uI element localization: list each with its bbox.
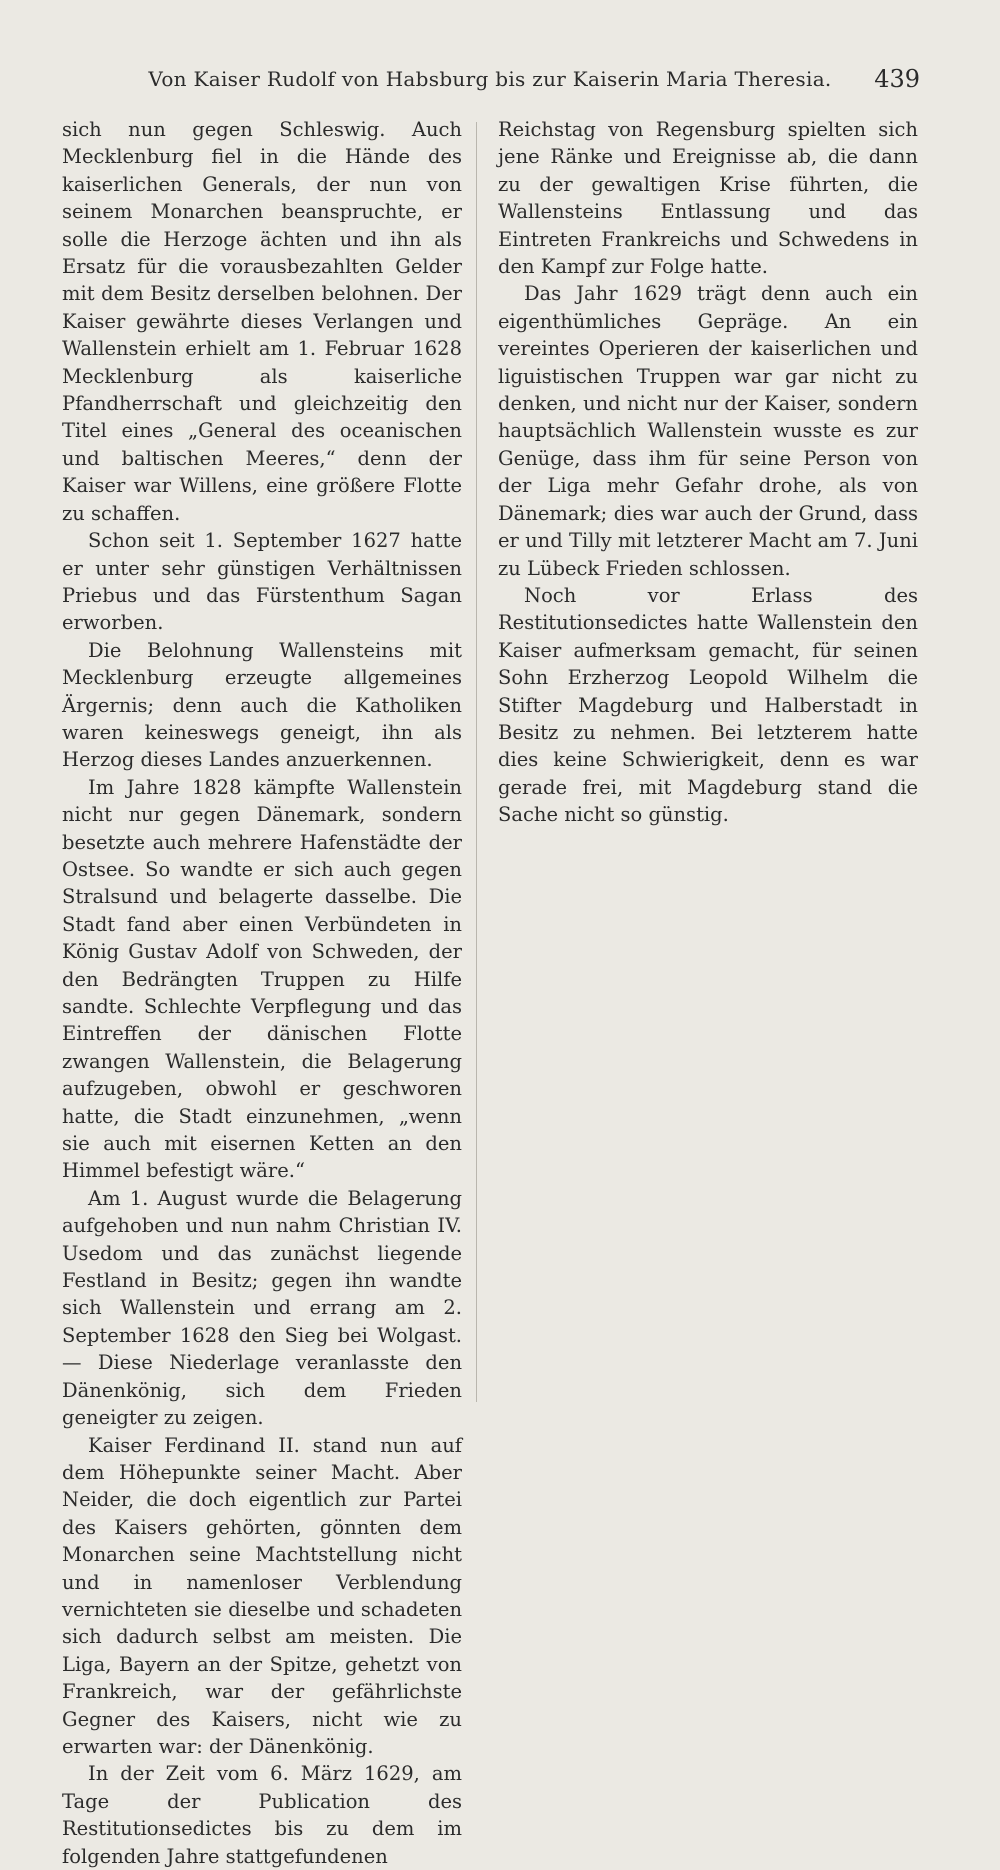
column-divider (476, 122, 477, 1402)
paragraph: Kaiser Ferdinand II. stand nun auf dem Höhepunkte seiner Macht. Aber Neider, die doch eigentlich zur Partei des Kaisers gehörten, gönnten dem Monarchen seine Machtstellung nicht und in namenloser Verblendung vernichteten sie dieselbe und schadeten sich dadurch selbst am meisten. Die Liga, Bayern an der Spitze, gehetzt von Frankreich, war der gefährlichste Gegner des Kaisers, nicht wie zu erwarten war: der Dänenkönig. (62, 1433, 462, 1758)
paragraph: Reichstag von Regensburg spielten sich jene Ränke und Ereignisse ab, die dann zu der gewaltigen Krise führten, die Wallensteins Entlassung und das Eintreten Frankreichs und Schwedens in den Kampf zur Folge hatte. (498, 118, 918, 279)
page-header (60, 62, 920, 96)
paragraph: Im Jahre 1828 kämpfte Wallenstein nicht nur gegen Dänemark, sondern besetzte auch mehrere Hafenstädte der Ostsee. So wandte er sich auch gegen Stralsund und belagerte dasselbe. Die Stadt fand aber einen Verbündeten in König Gustav Adolf von Schweden, der den Bedrängten Truppen zu Hilfe sandte. Schlechte Verpflegung und das Eintreffen der dänischen Flotte zwangen Wallenstein, die Belagerung aufzugeben, obwohl er geschworen hatte, die Stadt einzunehmen, „wenn sie auch mit eisernen Ketten an den Himmel befestigt wäre.“ (62, 775, 462, 1183)
left-column (62, 116, 462, 1870)
paragraph: sich nun gegen Schleswig. Auch Mecklenburg fiel in die Hände des kaiserlichen Generals, der nun von seinem Monarchen beanspruchte, er solle die Herzoge ächten und ihn als Ersatz für die vorausbezahlten Gelder mit dem Besitz derselben belohnen. Der Kaiser gewährte dieses Verlangen und Wallenstein erhielt am 1. Februar 1628 Mecklenburg als kaiserliche Pfandherrschaft und gleichzeitig den Titel eines „General des oceanischen und baltischen Meeres,“ denn der Kaiser war Willens, eine größere Flotte zu schaffen. (62, 118, 462, 525)
paragraph: In der Zeit vom 6. März 1629, am Tage der Publication des Restitutionsedictes bis zu dem im folgenden Jahre stattgefundenen (62, 1762, 462, 1868)
right-column (498, 116, 918, 829)
paragraph: Schon seit 1. September 1627 hatte er unter sehr günstigen Verhältnissen Priebus und das Fürstenthum Sagan erworben. (62, 529, 462, 635)
page-number: 439 (874, 65, 920, 93)
paragraph: Das Jahr 1629 trägt denn auch ein eigenthümliches Gepräge. An ein vereintes Operieren der kaiserlichen und liguistischen Truppen war gar nicht zu denken, und nicht nur der Kaiser, sondern hauptsächlich Wallenstein wusste es zur Genüge, dass ihm für seine Person von der Liga mehr Gefahr drohe, als von Dänemark; dies war auch der Grund, dass er und Tilly mit letzterer Macht am 7. Juni zu Lübeck Frieden schlossen. (498, 282, 918, 580)
paragraph: Die Belohnung Wallensteins mit Mecklenburg erzeugte allgemeines Ärgernis; denn auch die Katholiken waren keineswegs geneigt, ihn als Herzog dieses Landes anzuerkennen. (62, 638, 462, 772)
paragraph: Am 1. August wurde die Belagerung aufgehoben und nun nahm Christian IV. Usedom und das zunächst liegende Festland in Besitz; gegen ihn wandte sich Wallenstein und errang am 2. September 1628 den Sieg bei Wolgast. — Diese Niederlage veranlasste den Dänenkönig, sich dem Frieden geneigter zu zeigen. (62, 1186, 462, 1430)
paragraph: Noch vor Erlass des Restitutionsedictes hatte Wallenstein den Kaiser aufmerksam gemacht, für seinen Sohn Erzherzog Leopold Wilhelm die Stifter Magdeburg und Halberstadt in Besitz zu nehmen. Bei letzterem hatte dies keine Schwierigkeit, denn es war gerade frei, mit Magdeburg stand die Sache nicht so günstig. (498, 583, 918, 827)
running-head: Von Kaiser Rudolf von Habsburg bis zur Kaiserin Maria Theresia. (148, 67, 832, 91)
